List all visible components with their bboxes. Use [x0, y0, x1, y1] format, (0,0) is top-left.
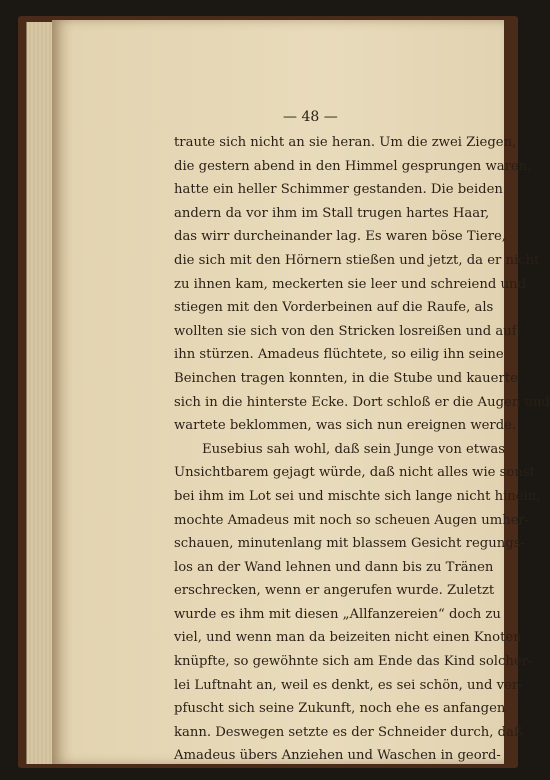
text-line: Eusebius sah wohl, daß sein Junge von etwas [202, 441, 506, 457]
text-line: wurde es ihm mit diesen „Allfanzereien“ doch zu [174, 606, 501, 622]
text-line: mochte Amadeus mit noch so scheuen Augen umher- [174, 512, 530, 528]
text-line: die sich mit den Hörnern stießen und jetzt, da er nicht [174, 252, 540, 268]
text-line: traute sich nicht an sie heran. Um die zwei Ziegen, [174, 135, 517, 150]
text-line: wartete beklommen, was sich nun ereignen werde. [174, 418, 517, 434]
text-line: erschrecken, wenn er angerufen wurde. Zuletzt [174, 583, 495, 599]
text-line: ihn stürzen. Amadeus flüchtete, so eilig ihn seine [174, 347, 504, 363]
text-line: Beinchen tragen konnten, in die Stube und kauerte [174, 370, 518, 386]
text-line: pfuscht sich seine Zukunft, noch ehe es anfangen [174, 701, 506, 717]
text-line: kann. Deswegen setzte es der Schneider durch, daß [174, 724, 523, 740]
text-line: knüpfte, so gewöhnte sich am Ende das Kind solcher- [174, 654, 533, 670]
text-line: stiegen mit den Vorderbeinen auf die Raufe, als [174, 300, 494, 316]
text-line: schauen, minutenlang mit blassem Gesicht regungs- [174, 536, 525, 552]
text-line: die gestern abend in den Himmel gesprungen waren, [174, 158, 532, 174]
text-line: Unsichtbarem gejagt würde, daß nicht alles wie sonst [174, 465, 535, 481]
text-line: sich in die hinterste Ecke. Dort schloß er die Augen und [174, 394, 550, 410]
text-line: los an der Wand lehnen und dann bis zu Tränen [174, 559, 494, 575]
text-line: viel, und wenn man da beizeiten nicht einen Knoten [174, 630, 522, 646]
text-line: hatte ein heller Schimmer gestanden. Die beiden [174, 182, 503, 198]
text-line: lei Luftnaht an, weil es denkt, es sei schön, und ver- [174, 677, 523, 693]
text-line: wollten sie sich von den Stricken losreißen und auf [174, 323, 517, 339]
body-text [174, 131, 550, 768]
text-line: zu ihnen kam, meckerten sie leer und schreiend und [174, 276, 526, 292]
text-line: andern da vor ihm im Stall trugen hartes Haar, [174, 205, 490, 221]
text-line: Amadeus übers Anziehen und Waschen in geord- [174, 748, 501, 764]
text-line: das wirr durcheinander lag. Es waren böse Tiere, [174, 229, 506, 245]
text-line: bei ihm im Lot sei und mischte sich lange nicht hinein, [174, 488, 541, 504]
page-number: — 48 — [283, 109, 338, 125]
